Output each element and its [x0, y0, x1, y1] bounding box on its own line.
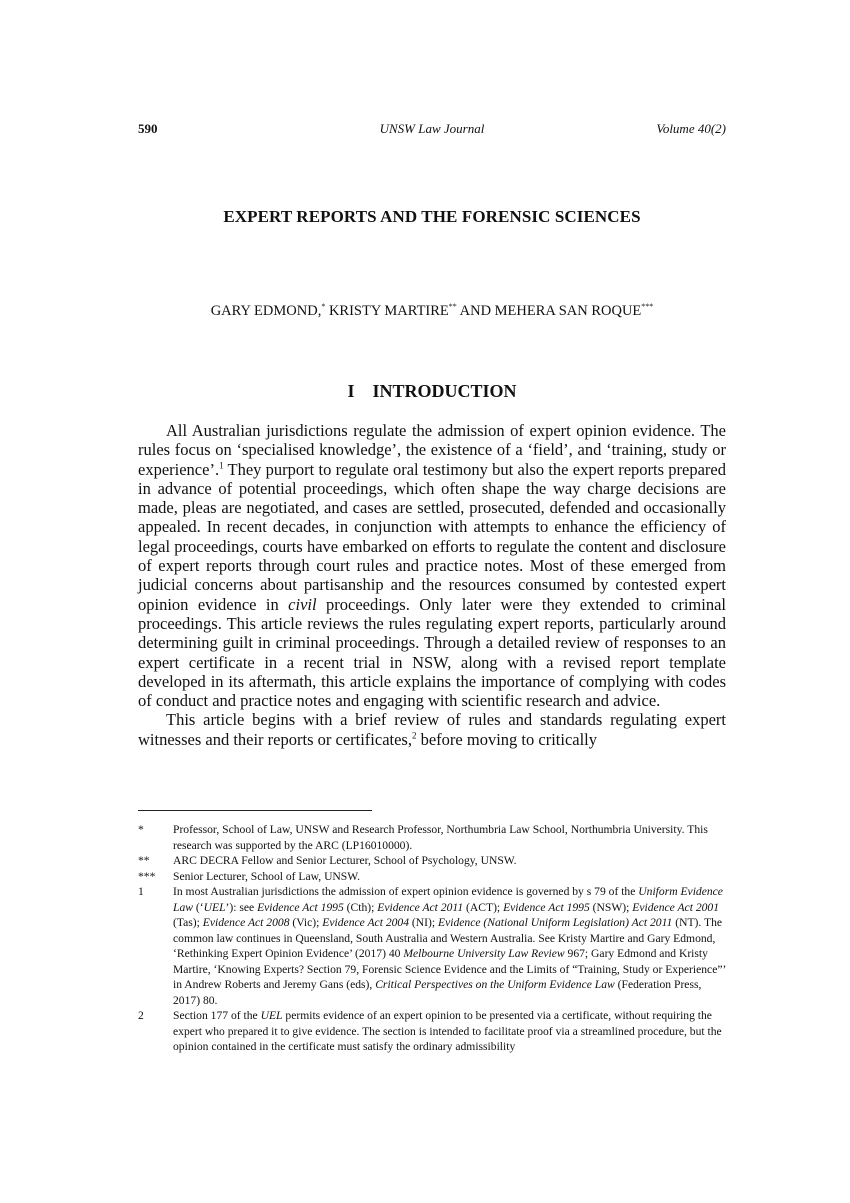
footnote-mark: ***: [138, 869, 156, 883]
footnote-mark: **: [138, 854, 150, 867]
footnote-reference: 2: [411, 730, 417, 741]
footnote: [138, 884, 726, 1008]
body-paragraph: This article begins with a brief review of rules and standards regulating expert witnesses and their reports or certificates,$^2$ before moving to critically: [138, 710, 726, 749]
footnotes: [138, 822, 726, 1055]
footnote: [138, 853, 726, 869]
author-name: KRISTY MARTIRE: [325, 303, 449, 319]
author-footnote-mark: ***: [641, 302, 654, 312]
footnote-separator: [138, 810, 372, 811]
body-paragraph: All Australian jurisdictions regulate the admission of expert opinion evidence. The rules focus on ‘specialised knowledge’, the existence of a ‘field’, and ‘training, study or experience’.$^1$ They purport to regulate oral testimony but also the expert reports prepared in advance of potential proceedings, which often shape the way charge decisions are made, pleas are negotiated, and cases are settled, prosecuted, defended and occasionally appealed. In recent decades, in conjunction with attempts to enhance the efficiency of legal proceedings, courts have embarked on efforts to regulate the content and disclosure of expert reports through court rules and practice notes. Most of these emerged from judicial concerns about partisanship and the resources consumed by contested expert opinion evidence in civil proceedings. Only later were they extended to criminal proceedings. This article reviews the rules regulating expert reports, particularly around determining guilt in criminal proceedings. Through a detailed review of responses to an expert certificate in a recent trial in NSW, along with a revised report template developed in its aftermath, this article explains the importance of complying with codes of conduct and practice notes and engaging with scientific research and advice.: [138, 421, 726, 711]
running-header: [138, 121, 726, 139]
footnote-text: Senior Lecturer, School of Law, UNSW.: [173, 869, 361, 883]
journal-name: UNSW Law Journal: [379, 121, 485, 136]
footnote-reference: 1: [219, 460, 224, 471]
volume-label: Volume 40(2): [656, 121, 726, 136]
footnote-text: Professor, School of Law, UNSW and Research Professor, Northumbria Law School, Northumbria University. This research was supported by the ARC (LP16010000).: [173, 823, 708, 852]
footnote: [138, 869, 726, 885]
footnote-mark: 2: [138, 1009, 144, 1022]
footnote-mark: *: [138, 823, 144, 836]
footnote: [138, 1008, 726, 1055]
body-text: [138, 421, 726, 749]
footnote: [138, 822, 726, 853]
author-name: GARY EDMOND,: [210, 303, 322, 319]
author-name: AND MEHERA SAN ROQUE: [456, 303, 642, 319]
footnote-text: In most Australian jurisdictions the admission of expert opinion evidence is governed by s 79 of the Uniform Evidence Law (‘UEL’): see Evidence Act 1995 (Cth); Evidence Act 2011 (ACT); Evidence Act 1995 (NSW); Evidence Act 2001 (Tas); Evidence Act 2008 (Vic); Evidence Act 2004 (NI); Evidence (National Uniform Legislation) Act 2011 (NT). The common law continues in Queensland, South Australia and Western Australia. See Kristy Martire and Gary Edmond, ‘Rethinking Expert Opinion Evidence’ (2017) 40 Melbourne University Law Review 967; Gary Edmond and Kristy Martire, ‘Knowing Experts? Section 79, Forensic Science Evidence and the Limits of “Training, Study or Experience”’ in Andrew Roberts and Jeremy Gans (eds), Critical Perspectives on the Uniform Evidence Law (Federation Press, 2017) 80.: [173, 885, 726, 1007]
footnote-text: ARC DECRA Fellow and Senior Lecturer, School of Psychology, UNSW.: [173, 854, 517, 867]
footnote-text: Section 177 of the UEL permits evidence of an expert opinion to be presented via a certificate, without requiring the expert who prepared it to give evidence. The section is intended to facilitate proof via a streamlined procedure, but the opinion contained in the certificate must satisfy the ordinary admissibility: [173, 1009, 722, 1053]
footnote-mark: 1: [138, 885, 144, 898]
author-line: [138, 303, 726, 320]
article-title: EXPERT REPORTS AND THE FORENSIC SCIENCES: [223, 207, 641, 226]
page-number: 590: [138, 121, 158, 136]
section-heading: I INTRODUCTION: [347, 381, 517, 401]
author-footnote-mark: *: [321, 302, 326, 312]
author-footnote-mark: **: [448, 302, 457, 312]
